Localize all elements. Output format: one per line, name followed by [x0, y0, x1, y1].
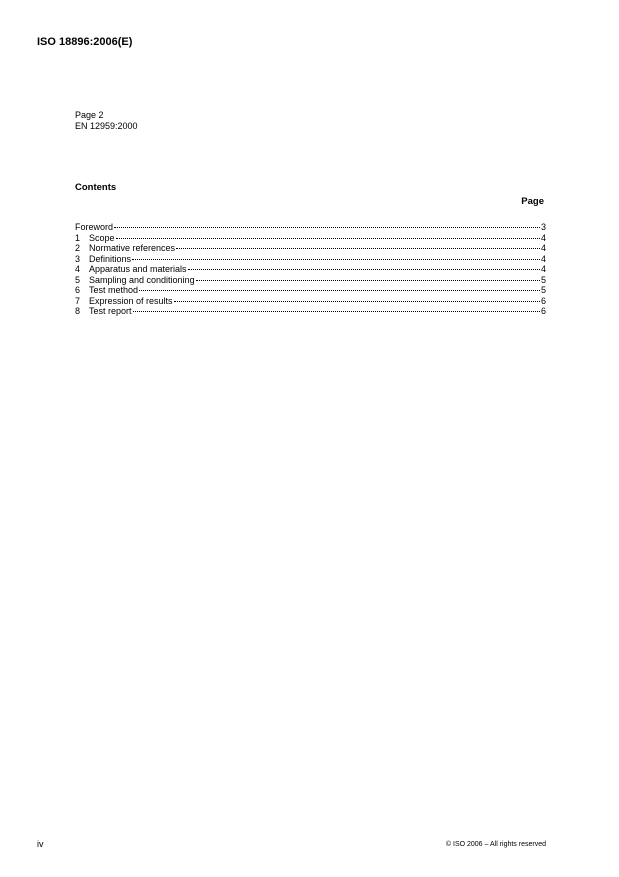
toc-entry-number: 8 — [75, 306, 81, 316]
toc-entry-number: 2 — [75, 243, 81, 253]
toc-dot-leader — [133, 311, 540, 312]
toc-entry-title: Test method — [89, 285, 139, 295]
toc-entry-normative-references[interactable] — [75, 243, 546, 254]
toc-entry-definitions[interactable] — [75, 254, 546, 265]
toc-dot-leader — [139, 290, 540, 291]
toc-dot-leader — [114, 227, 540, 228]
note-page-line: Page 2 — [75, 110, 104, 120]
toc-entry-test-report[interactable] — [75, 306, 546, 317]
toc-entry-title: Foreword — [75, 222, 114, 232]
toc-dot-leader — [196, 280, 540, 281]
toc-entry-title: Expression of results — [89, 295, 173, 306]
toc-entry-number: 3 — [75, 253, 81, 264]
toc-entry-sampling-and-conditioning[interactable] — [75, 275, 546, 286]
toc-entry-number: 4 — [75, 264, 81, 274]
note-standard-line: EN 12959:2000 — [75, 121, 138, 131]
toc-entry-title: Apparatus and materials — [89, 264, 187, 274]
toc-dot-leader — [176, 248, 540, 249]
toc-dot-leader — [116, 238, 540, 239]
toc-entry-page: 6 — [540, 306, 546, 316]
edition-note — [75, 110, 138, 132]
toc-entry-page: 3 — [540, 222, 546, 232]
toc-entry-number: 6 — [75, 285, 81, 295]
toc-dot-leader — [188, 269, 540, 270]
toc-entry-page: 5 — [540, 285, 546, 295]
contents-heading: Contents — [75, 182, 117, 193]
document-id: ISO 18896:2006(E) — [37, 36, 133, 48]
toc-entry-apparatus-and-materials[interactable] — [75, 264, 546, 275]
toc-entry-title: Test report — [89, 306, 132, 316]
toc-entry-expression-of-results[interactable] — [75, 296, 546, 307]
toc-entry-test-method[interactable] — [75, 285, 546, 296]
toc-entry-page: 5 — [540, 274, 546, 285]
page-column-label: Page — [521, 196, 544, 207]
toc-entry-page: 4 — [540, 253, 546, 264]
footer-page-number: iv — [37, 839, 44, 849]
toc-entry-title: Sampling and conditioning — [89, 274, 195, 285]
footer-copyright: © ISO 2006 – All rights reserved — [445, 841, 546, 848]
table-of-contents — [75, 222, 546, 317]
toc-entry-number: 7 — [75, 295, 81, 306]
toc-dot-leader — [132, 259, 540, 260]
toc-entry-scope[interactable] — [75, 233, 546, 244]
toc-entry-number: 5 — [75, 274, 81, 285]
toc-entry-title: Scope — [89, 232, 115, 243]
toc-entry-page: 4 — [540, 232, 546, 243]
toc-entry-number: 1 — [75, 232, 81, 243]
toc-entry-page: 6 — [540, 295, 546, 306]
toc-entry-title: Definitions — [89, 253, 132, 264]
toc-entry-page: 4 — [540, 264, 546, 274]
toc-entry-title: Normative references — [89, 243, 176, 253]
toc-dot-leader — [174, 301, 540, 302]
toc-entry-foreword[interactable] — [75, 222, 546, 233]
toc-entry-page: 4 — [540, 243, 546, 253]
